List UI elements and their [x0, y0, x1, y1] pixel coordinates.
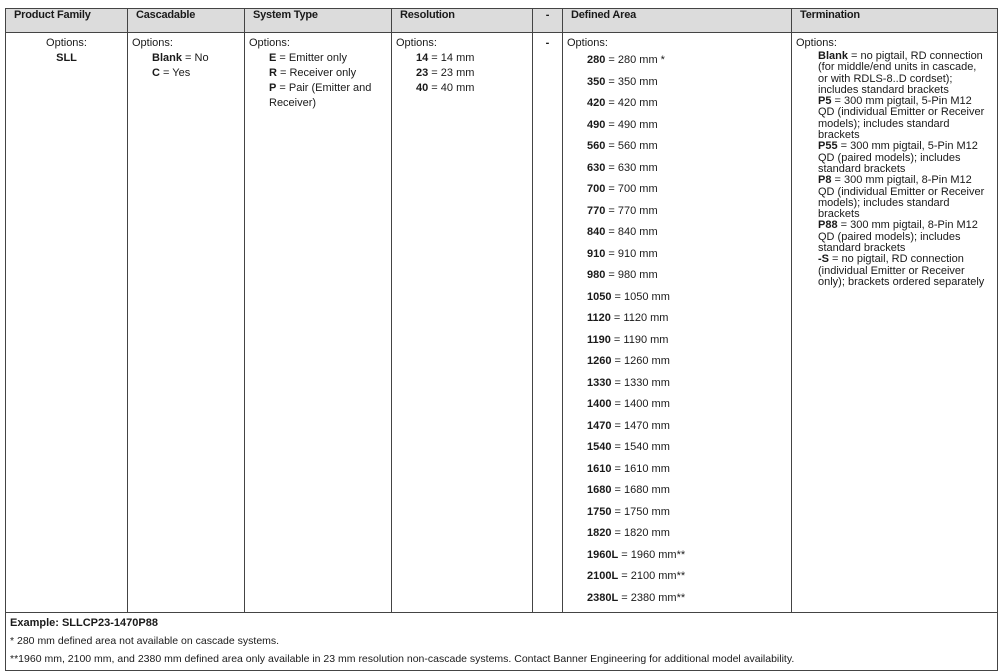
options-row — [6, 33, 998, 613]
termination-option-code: -S — [818, 253, 829, 266]
cascadable-option — [152, 66, 240, 81]
termination-option-code: Blank — [818, 50, 848, 62]
system-type-option-code: E — [269, 52, 277, 64]
defined-area-option-desc: = 700 mm — [605, 183, 658, 195]
example-model: Example: SLLCP23-1470P88 — [10, 617, 158, 629]
defined-area-option-code: 280 — [587, 54, 606, 66]
defined-area-option-code: 770 — [587, 204, 606, 217]
defined-area-option-desc: = 840 mm — [605, 226, 658, 238]
defined-area-option-desc: = 1540 mm — [611, 441, 670, 453]
system-type-option — [269, 51, 387, 66]
defined-area-option-code: 1050 — [587, 290, 612, 303]
cascadable-option-desc: = Yes — [159, 67, 191, 79]
cascadable-option-code: Blank — [152, 52, 182, 64]
termination-option-code: P5 — [818, 95, 832, 108]
defined-area-option — [587, 376, 787, 391]
defined-area-option-code: 1820 — [587, 527, 612, 539]
defined-area-option-code: 1330 — [587, 376, 612, 389]
defined-area-option-desc: = 1820 mm — [611, 527, 670, 539]
resolution-option-code: 14 — [416, 52, 429, 64]
defined-area-option — [587, 139, 787, 154]
defined-area-option-desc: = 1750 mm — [611, 505, 670, 518]
header-cascadable: Cascadable — [128, 9, 245, 33]
defined-area-option — [587, 397, 787, 412]
defined-area-option-desc: = 1050 mm — [611, 290, 670, 303]
header-defined-area: Defined Area — [563, 9, 792, 33]
defined-area-option-desc: = 630 mm — [605, 161, 658, 174]
options-label: Options: — [796, 37, 837, 49]
header-system-type: System Type — [245, 9, 392, 33]
termination-option-desc: = 300 mm pigtail, 5-Pin M12 QD (paired models); includes standard brackets — [818, 140, 978, 175]
defined-area-option-code: 1400 — [587, 398, 612, 410]
defined-area-option-desc: = 1680 mm — [611, 484, 670, 496]
options-label: Options: — [567, 37, 608, 49]
cell-termination — [792, 33, 998, 613]
defined-area-option-code: 490 — [587, 118, 606, 131]
defined-area-option — [587, 204, 787, 219]
defined-area-option — [587, 354, 787, 369]
defined-area-option — [587, 225, 787, 240]
defined-area-option-desc: = 1960 mm** — [618, 548, 686, 561]
cascadable-option — [152, 51, 240, 66]
defined-area-option-code: 560 — [587, 140, 606, 152]
defined-area-option-code: 1750 — [587, 505, 612, 518]
system-type-option-code: P — [269, 82, 277, 94]
defined-area-option-desc: = 1400 mm — [611, 398, 670, 410]
system-type-option — [269, 66, 387, 81]
defined-area-option-desc: = 980 mm — [605, 269, 658, 281]
cell-system-type — [245, 33, 392, 613]
defined-area-option-code: 1960L — [587, 548, 619, 561]
footer-row — [6, 613, 998, 671]
system-type-option-code: R — [269, 67, 277, 79]
defined-area-option-desc: = 1330 mm — [611, 376, 670, 389]
defined-area-option — [587, 268, 787, 283]
cell-cascadable — [128, 33, 245, 613]
defined-area-option — [587, 505, 787, 520]
cascadable-option-code: C — [152, 67, 160, 79]
options-label: Options: — [132, 37, 173, 49]
resolution-option — [416, 51, 528, 66]
termination-option — [818, 96, 985, 141]
system-type-option-desc: = Emitter only — [276, 52, 347, 64]
options-label: Options: — [249, 37, 290, 49]
resolution-options — [396, 51, 528, 96]
termination-option-code: P55 — [818, 140, 838, 153]
defined-area-option-code: 630 — [587, 161, 606, 174]
defined-area-option-code: 1120 — [587, 312, 611, 324]
defined-area-option-code: 2380L — [587, 591, 619, 604]
termination-option-code: P8 — [818, 174, 832, 187]
defined-area-option — [587, 526, 787, 541]
header-product-family: Product Family — [6, 9, 128, 33]
defined-area-option-code: 1190 — [587, 333, 611, 346]
termination-option-desc: = no pigtail, RD connection (individual Emitter or Receiver only); brackets ordered separately — [818, 253, 985, 288]
defined-area-option-desc: = 280 mm * — [605, 54, 665, 66]
defined-area-option — [587, 483, 787, 498]
defined-area-option — [587, 118, 787, 133]
defined-area-option-code: 1260 — [587, 355, 612, 367]
options-label: Options: — [396, 37, 437, 49]
defined-area-option-desc: = 1120 mm — [610, 312, 669, 324]
defined-area-option-code: 350 — [587, 75, 606, 88]
system-type-option-desc: = Receiver only — [276, 67, 357, 79]
defined-area-option — [587, 290, 787, 305]
defined-area-option — [587, 311, 787, 326]
termination-option — [818, 175, 985, 220]
defined-area-options — [567, 53, 787, 606]
cell-defined-area — [563, 33, 792, 613]
defined-area-option — [587, 247, 787, 262]
resolution-option — [416, 81, 528, 96]
footnote-280: * 280 mm defined area not available on cascade systems. — [10, 635, 280, 647]
defined-area-option — [587, 440, 787, 455]
defined-area-option-desc: = 770 mm — [605, 204, 658, 217]
resolution-option-code: 23 — [416, 67, 429, 79]
termination-option-desc: = 300 mm pigtail, 8-Pin M12 QD (paired models); includes standard brackets — [818, 219, 978, 255]
defined-area-option — [587, 96, 787, 111]
defined-area-option-desc: = 350 mm — [605, 75, 658, 88]
model-key-table-container — [5, 8, 997, 665]
termination-option-desc: = no pigtail, RD connection (for middle/end units in cascade, or with RDLS-8..D cordset); includes standard brackets — [818, 50, 983, 96]
defined-area-option — [587, 548, 787, 563]
defined-area-option-code: 910 — [587, 247, 606, 260]
model-key-table — [5, 8, 998, 671]
system-type-options — [249, 51, 387, 111]
defined-area-option-code: 420 — [587, 97, 606, 109]
defined-area-option-code: 1540 — [587, 441, 612, 453]
termination-option — [818, 51, 985, 96]
termination-option-desc: = 300 mm pigtail, 8-Pin M12 QD (individual Emitter or Receiver models); includes standard brackets — [818, 174, 985, 221]
cell-dash: - — [533, 33, 563, 613]
defined-area-option-code: 700 — [587, 183, 606, 195]
defined-area-option-code: 2100L — [587, 570, 619, 582]
resolution-option-desc: = 40 mm — [428, 82, 475, 94]
resolution-option-desc: = 23 mm — [428, 67, 475, 79]
header-termination: Termination — [792, 9, 998, 33]
defined-area-option — [587, 591, 787, 606]
defined-area-option — [587, 569, 787, 584]
cell-product-family — [6, 33, 128, 613]
defined-area-option-code: 840 — [587, 226, 606, 238]
defined-area-option-code: 1470 — [587, 419, 612, 432]
defined-area-option-desc: = 1260 mm — [611, 355, 670, 367]
resolution-option-desc: = 14 mm — [428, 52, 475, 64]
defined-area-option-code: 980 — [587, 269, 606, 281]
termination-option-desc: = 300 mm pigtail, 5-Pin M12 QD (individual Emitter or Receiver models); includes standard brackets — [818, 95, 985, 142]
header-dash: - — [533, 9, 563, 33]
defined-area-option-desc: = 1470 mm — [611, 419, 670, 432]
cell-resolution — [392, 33, 533, 613]
defined-area-option — [587, 53, 787, 68]
header-row — [6, 9, 998, 33]
cascadable-option-desc: = No — [181, 52, 209, 64]
defined-area-option-desc: = 2380 mm** — [618, 591, 686, 604]
defined-area-option — [587, 333, 787, 348]
defined-area-option-desc: = 420 mm — [605, 97, 658, 109]
footnote-long-areas: **1960 mm, 2100 mm, and 2380 mm defined area only available in 23 mm resolution non-cascade systems. Contact Banner Engineering for additional model availability. — [10, 653, 795, 665]
cascadable-options — [132, 51, 240, 81]
termination-option — [818, 254, 985, 288]
defined-area-option-code: 1610 — [587, 462, 612, 475]
system-type-option-desc: = Pair (Emitter and Receiver) — [269, 82, 372, 109]
defined-area-option — [587, 419, 787, 434]
termination-option — [818, 141, 985, 175]
options-label: Options: — [46, 37, 87, 49]
defined-area-option-code: 1680 — [587, 484, 612, 496]
termination-options — [796, 36, 993, 288]
product-family-value: SLL — [56, 52, 77, 64]
defined-area-option — [587, 182, 787, 197]
defined-area-option — [587, 462, 787, 477]
defined-area-option-desc: = 1610 mm — [611, 462, 670, 475]
defined-area-option-desc: = 560 mm — [605, 140, 658, 152]
defined-area-option-desc: = 910 mm — [605, 247, 658, 260]
defined-area-option-desc: = 490 mm — [605, 118, 658, 131]
resolution-option — [416, 66, 528, 81]
defined-area-option-desc: = 2100 mm** — [618, 570, 686, 582]
resolution-option-code: 40 — [416, 82, 429, 94]
termination-option — [818, 220, 985, 254]
defined-area-option-desc: = 1190 mm — [610, 333, 669, 346]
termination-option-code: P88 — [818, 219, 838, 232]
defined-area-option — [587, 75, 787, 90]
system-type-option — [269, 81, 387, 111]
header-resolution: Resolution — [392, 9, 533, 33]
footer-cell — [6, 613, 998, 671]
defined-area-option — [587, 161, 787, 176]
